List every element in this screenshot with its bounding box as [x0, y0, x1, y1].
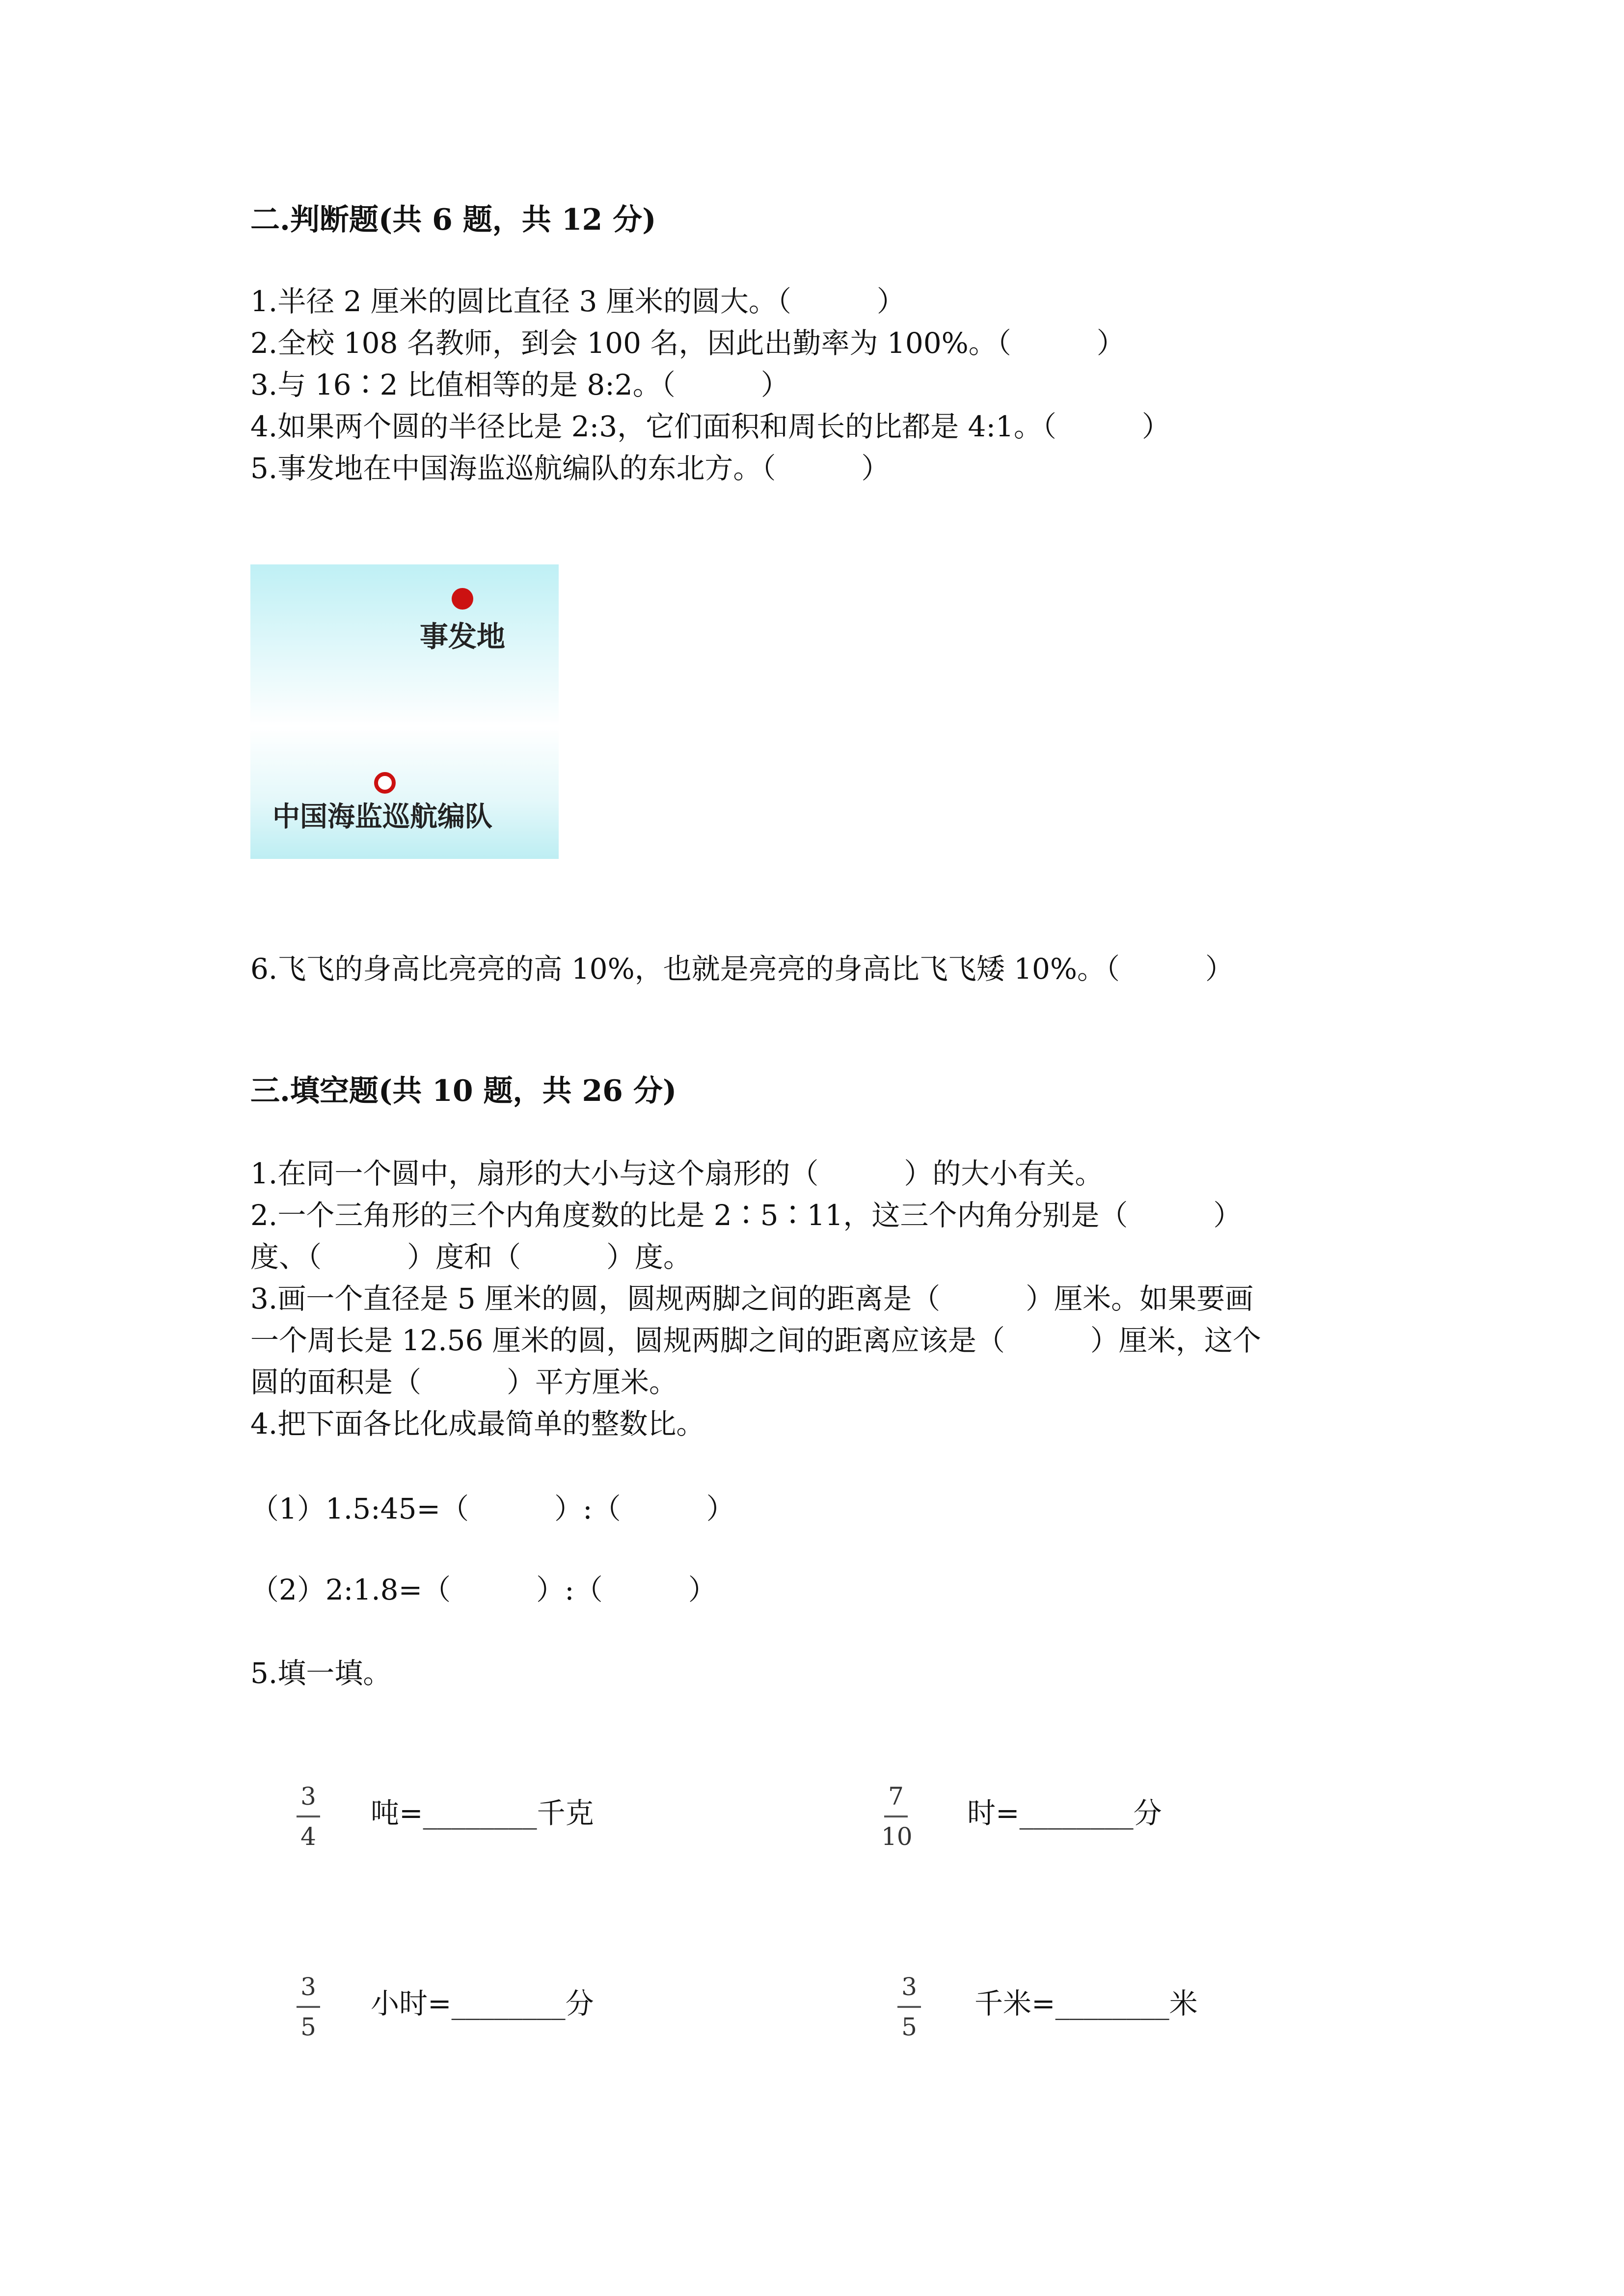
judgment-item-2: 2.全校 108 名教师，到会 100 名，因此出勤率为 100%。（ ） — [250, 326, 1125, 360]
fill-item-5: 5.填一填。 — [250, 1656, 392, 1690]
fill-item-1: 1.在同一个圆中，扇形的大小与这个扇形的（ ）的大小有关。 — [250, 1157, 1104, 1190]
fraction-bar — [297, 1815, 320, 1817]
fraction-bar — [884, 1815, 908, 1817]
fraction-denominator: 5 — [300, 2013, 316, 2041]
fleet-location-label: 中国海监巡航编队 — [272, 801, 492, 833]
fraction-3-4 — [294, 1784, 323, 1849]
fill-item-2-line-2: 度、（ ）度和（ ）度。 — [250, 1240, 692, 1274]
fill-item-3-line-1: 3.画一个直径是 5 厘米的圆，圆规两脚之间的距离是（ ）厘米。如果要画 — [250, 1282, 1254, 1315]
fraction-bar — [297, 2006, 320, 2008]
judgment-item-6: 6.飞飞的身高比亮亮的高 10%，也就是亮亮的身高比飞飞矮 10%。（ ） — [250, 952, 1234, 986]
ratio-question-1: （1）1.5:45=（ ）:（ ） — [250, 1492, 735, 1525]
judgment-item-3: 3.与 16∶2 比值相等的是 8:2。（ ） — [250, 368, 789, 401]
judgment-item-1: 1.半径 2 厘米的圆比直径 3 厘米的圆大。（ ） — [250, 285, 905, 318]
fleet-location-ring — [374, 772, 396, 794]
fill-item-2-line-1: 2.一个三角形的三个内角度数的比是 2∶5∶11，这三个内角分别是（ ） — [250, 1199, 1242, 1232]
section-2-heading: 二.判断题(共 6 题，共 12 分) — [250, 203, 656, 237]
fraction-numerator: 3 — [300, 1782, 316, 1811]
conversion-hours-to-minutes: 时=________分 — [967, 1796, 1162, 1830]
conversion-hours-to-minutes-2: 小时=________分 — [371, 1987, 594, 2020]
ratio-question-2: （2）2:1.8=（ ）:（ ） — [250, 1573, 717, 1606]
conversion-km-to-m: 千米=________米 — [974, 1987, 1198, 2020]
fraction-7-10 — [881, 1784, 911, 1849]
fraction-3-5 — [294, 1975, 323, 2039]
judgment-item-4: 4.如果两个圆的半径比是 2:3，它们面积和周长的比都是 4:1。（ ） — [250, 410, 1170, 443]
section-3-heading: 三.填空题(共 10 题，共 26 分) — [250, 1074, 677, 1108]
fraction-bar — [897, 2006, 921, 2008]
judgment-item-5: 5.事发地在中国海监巡航编队的东北方。（ ） — [250, 452, 890, 485]
fraction-numerator: 3 — [901, 1973, 917, 2001]
fraction-3-5-km — [894, 1975, 924, 2039]
fill-item-4: 4.把下面各比化成最简单的整数比。 — [250, 1407, 705, 1441]
fraction-numerator: 7 — [888, 1782, 904, 1811]
fraction-denominator: 4 — [300, 1822, 316, 1851]
fraction-numerator: 3 — [300, 1973, 316, 2001]
fraction-denominator: 10 — [881, 1822, 913, 1851]
location-map-figure — [250, 564, 559, 859]
fill-item-3-line-3: 圆的面积是（ ）平方厘米。 — [250, 1365, 678, 1399]
fraction-denominator: 5 — [901, 2013, 917, 2041]
fill-item-3-line-2: 一个周长是 12.56 厘米的圆，圆规两脚之间的距离应该是（ ）厘米，这个 — [250, 1324, 1261, 1357]
event-location-dot — [452, 588, 473, 610]
event-location-label: 事发地 — [420, 620, 506, 653]
conversion-tons-to-kg: 吨=________千克 — [371, 1796, 594, 1830]
